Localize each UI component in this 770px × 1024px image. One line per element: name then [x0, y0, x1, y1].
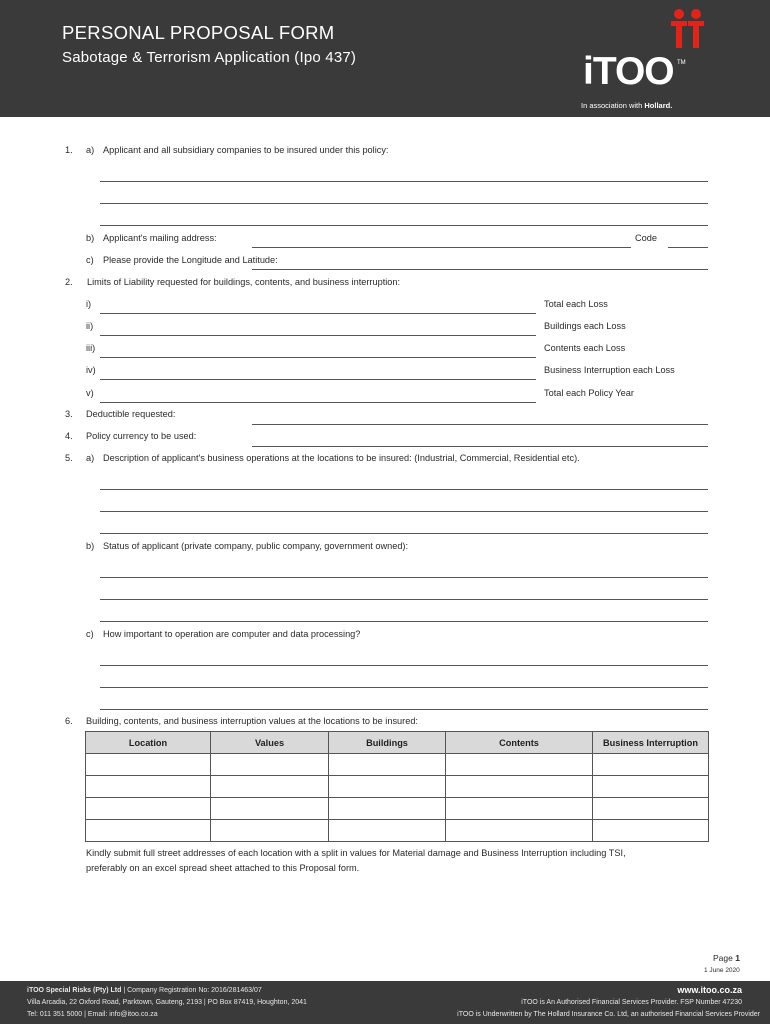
page-header: [0, 0, 770, 117]
table-cell[interactable]: [446, 754, 593, 776]
q1c-label: Please provide the Longitude and Latitude:: [103, 255, 278, 265]
table-header-row: [86, 732, 709, 754]
table-row: [86, 754, 709, 776]
q4-label: Policy currency to be used:: [86, 431, 197, 441]
q6-number: 6.: [65, 716, 73, 726]
col-header-business-interruption: Business Interruption: [593, 732, 709, 754]
table-cell[interactable]: [329, 754, 446, 776]
page-number: 1: [735, 953, 740, 963]
q6-label: Building, contents, and business interruption values at the locations to be insured:: [86, 716, 418, 726]
q5a-answer-line-1[interactable]: [100, 489, 708, 490]
table-cell[interactable]: [211, 754, 329, 776]
page-label: Page: [713, 953, 733, 963]
table-cell[interactable]: [86, 820, 211, 842]
q2-row-label-4: Business Interruption each Loss: [544, 365, 675, 375]
table-cell[interactable]: [329, 776, 446, 798]
q5-number: 5.: [65, 453, 73, 463]
limit-line-1[interactable]: [100, 313, 536, 314]
q4-number: 4.: [65, 431, 73, 441]
table-cell[interactable]: [211, 820, 329, 842]
code-label: Code: [635, 233, 657, 243]
table-cell[interactable]: [593, 820, 709, 842]
col-header-contents: Contents: [446, 732, 593, 754]
table-cell[interactable]: [329, 820, 446, 842]
limit-line-5[interactable]: [100, 402, 536, 403]
q5c-answer-line-1[interactable]: [100, 665, 708, 666]
table-cell[interactable]: [446, 820, 593, 842]
footer-fsp: iTOO is An Authorised Financial Services Provider. FSP Number 47230: [521, 999, 742, 1006]
footer-company-name: iTOO Special Risks (Pty) Ltd: [27, 987, 122, 994]
long-lat-line[interactable]: [252, 269, 708, 270]
logo-wordmark: iTOO: [583, 50, 674, 93]
table-cell[interactable]: [211, 798, 329, 820]
limit-line-4[interactable]: [100, 379, 536, 380]
revision-date: 1 June 2020: [704, 967, 740, 974]
logo-figures-icon: [669, 8, 709, 52]
currency-line[interactable]: [252, 446, 708, 447]
q5b-letter: b): [86, 541, 95, 551]
footer-website[interactable]: www.itoo.co.za: [677, 985, 742, 995]
q2-roman-5: v): [86, 388, 94, 398]
limit-line-2[interactable]: [100, 335, 536, 336]
q1a-answer-line-3[interactable]: [100, 225, 708, 226]
logo-trademark: TM: [677, 60, 686, 66]
locations-table: [85, 731, 709, 842]
q2-roman-2: ii): [86, 321, 94, 331]
q5b-answer-line-2[interactable]: [100, 599, 708, 600]
col-header-buildings: Buildings: [329, 732, 446, 754]
table-cell[interactable]: [329, 798, 446, 820]
table-cell[interactable]: [593, 776, 709, 798]
table-cell[interactable]: [86, 798, 211, 820]
q2-roman-4: iv): [86, 365, 96, 375]
footer-contact: Tel: 011 351 5000 | Email: info@itoo.co.za: [27, 1011, 158, 1018]
q1a-answer-line-2[interactable]: [100, 203, 708, 204]
footer-address: Villa Arcadia, 22 Oxford Road, Parktown, Gauteng, 2193 | PO Box 87419, Houghton, 2041: [27, 999, 307, 1006]
col-header-location: Location: [86, 732, 211, 754]
footer-company-reg: | Company Registration No: 2016/281463/07: [123, 987, 262, 994]
q1a-label: Applicant and all subsidiary companies to be insured under this policy:: [103, 145, 389, 155]
q5c-answer-line-3[interactable]: [100, 709, 708, 710]
association-line: [581, 101, 672, 110]
q2-roman-1: i): [86, 299, 92, 309]
q2-row-label-3: Contents each Loss: [544, 343, 626, 353]
q1c-letter: c): [86, 255, 94, 265]
deductible-line[interactable]: [252, 424, 708, 425]
q5b-answer-line-1[interactable]: [100, 577, 708, 578]
q3-label: Deductible requested:: [86, 409, 176, 419]
itoo-logo: [575, 6, 695, 116]
q3-number: 3.: [65, 409, 73, 419]
q2-row-label-5: Total each Policy Year: [544, 388, 634, 398]
footer-underwritten: iTOO is Underwritten by The Hollard Insurance Co. Ltd, an authorised Financial Services Provider: [457, 1011, 760, 1018]
table-cell[interactable]: [446, 776, 593, 798]
q5a-answer-line-3[interactable]: [100, 533, 708, 534]
table-cell[interactable]: [86, 754, 211, 776]
table-row: [86, 820, 709, 842]
q5a-answer-line-2[interactable]: [100, 511, 708, 512]
col-header-values: Values: [211, 732, 329, 754]
q5c-label: How important to operation are computer and data processing?: [103, 629, 361, 639]
footer-company: [27, 987, 262, 994]
table-cell[interactable]: [86, 776, 211, 798]
association-prefix: In association with: [581, 101, 643, 110]
q2-row-label-1: Total each Loss: [544, 299, 608, 309]
table-cell[interactable]: [446, 798, 593, 820]
q5c-answer-line-2[interactable]: [100, 687, 708, 688]
q5a-letter: a): [86, 453, 95, 463]
q1a-letter: a): [86, 145, 95, 155]
page-footer: [0, 981, 770, 1024]
q5b-answer-line-3[interactable]: [100, 621, 708, 622]
q2-roman-3: iii): [86, 343, 96, 353]
table-row: [86, 798, 709, 820]
q2-row-label-2: Buildings each Loss: [544, 321, 626, 331]
q5b-label: Status of applicant (private company, public company, government owned):: [103, 541, 409, 551]
q1b-label: Applicant's mailing address:: [103, 233, 217, 243]
table-row: [86, 776, 709, 798]
q5a-label: Description of applicant's business operations at the locations to be insured: (Industrial, Commercial, Residential etc).: [103, 453, 580, 463]
table-cell[interactable]: [211, 776, 329, 798]
page-indicator: [713, 953, 740, 963]
q5c-letter: c): [86, 629, 94, 639]
q1b-letter: b): [86, 233, 95, 243]
table-note-line-1: Kindly submit full street addresses of each location with a split in values for Material damage and Business Interruption including TSI,: [86, 848, 626, 858]
code-line[interactable]: [668, 247, 708, 248]
form-title: PERSONAL PROPOSAL FORM: [62, 22, 335, 43]
q1a-answer-line-1[interactable]: [100, 181, 708, 182]
q2-number: 2.: [65, 277, 73, 287]
mailing-address-line[interactable]: [252, 247, 631, 248]
limit-line-3[interactable]: [100, 357, 536, 358]
q2-label: Limits of Liability requested for buildings, contents, and business interruption:: [87, 277, 401, 287]
table-cell[interactable]: [593, 754, 709, 776]
table-cell[interactable]: [593, 798, 709, 820]
q1-number: 1.: [65, 145, 73, 155]
table-note-line-2: preferably on an excel spread sheet attached to this Proposal form.: [86, 863, 360, 873]
form-subtitle: Sabotage & Terrorism Application (Ipo 437): [62, 49, 357, 66]
association-brand: Hollard.: [644, 101, 673, 110]
